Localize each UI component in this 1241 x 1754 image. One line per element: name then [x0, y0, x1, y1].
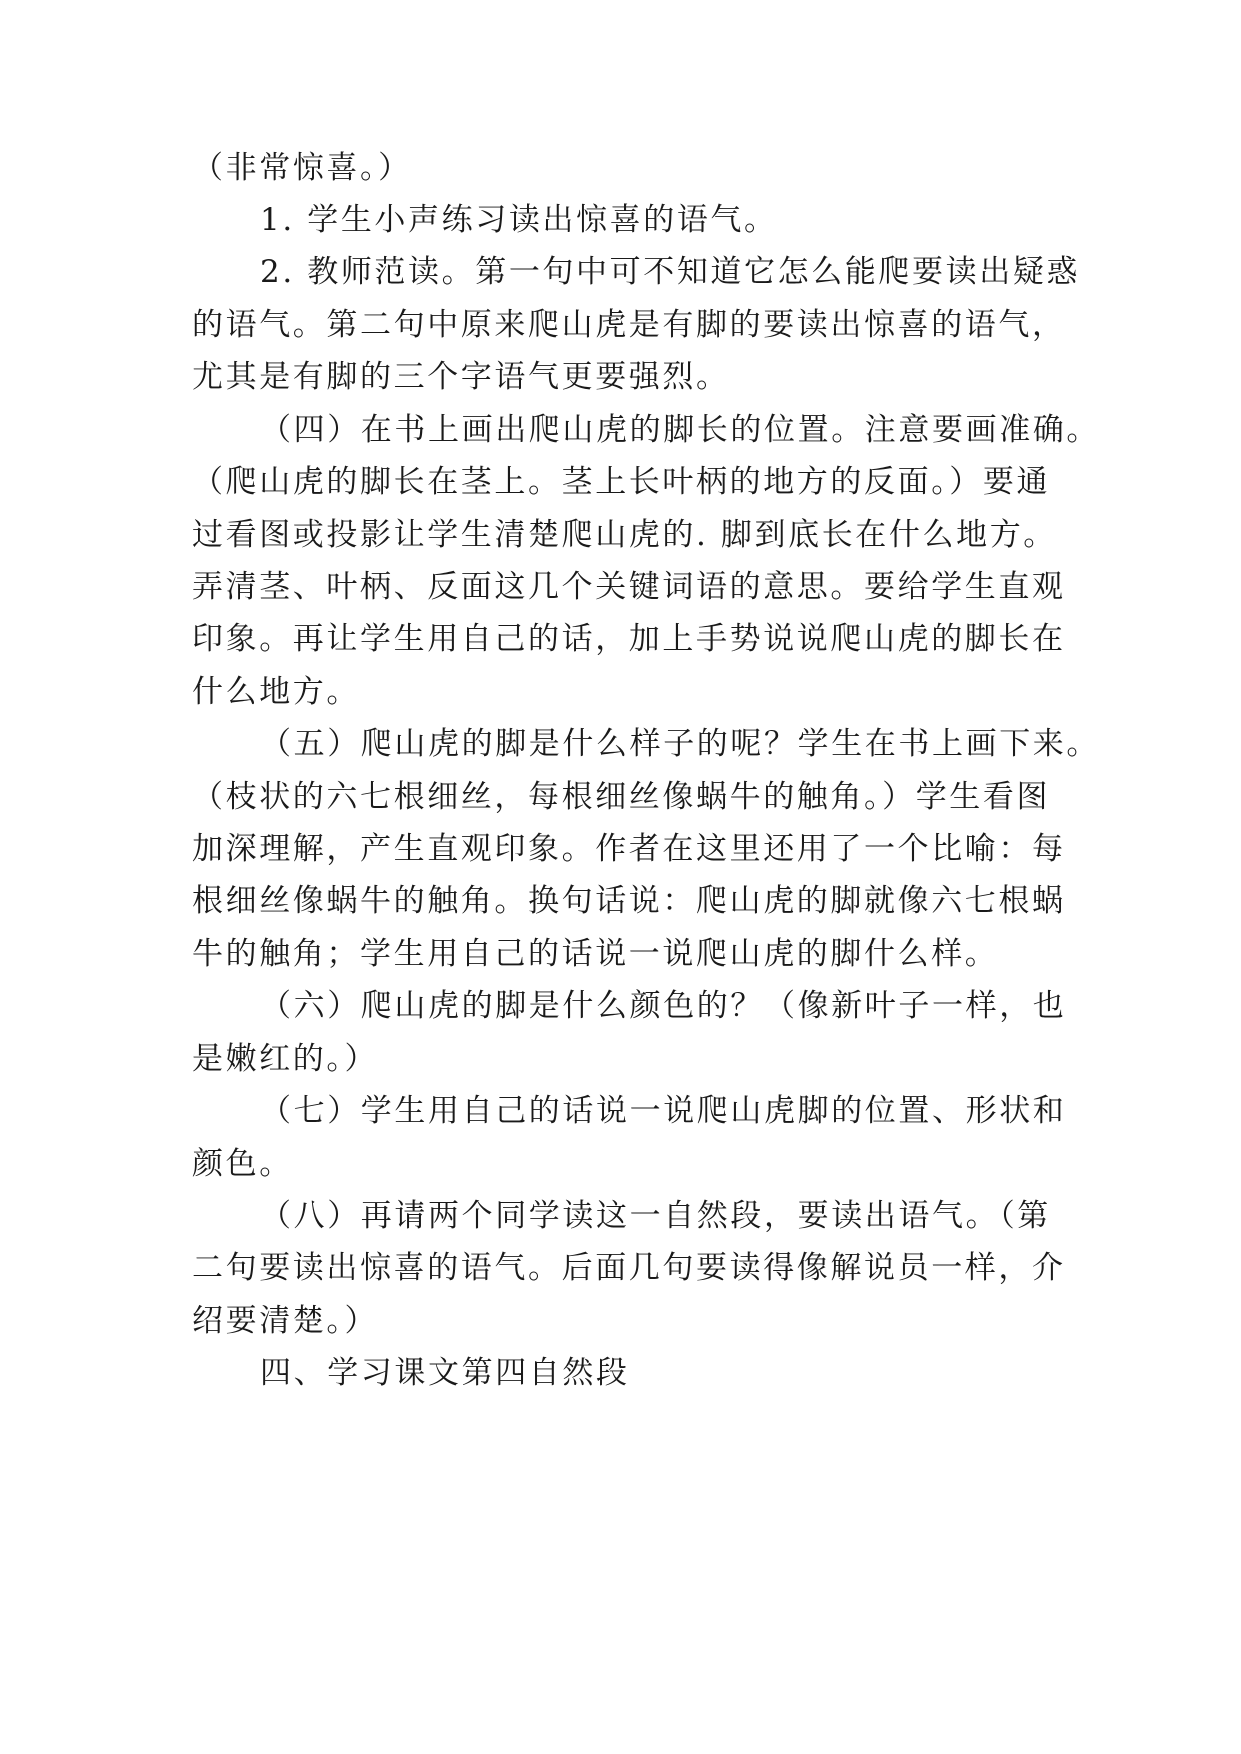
text-line: 弄清茎、叶柄、反面这几个关键词语的意思。要给学生直观	[192, 569, 1066, 605]
text-line: （爬山虎的脚长在茎上。茎上长叶柄的地方的反面。）要通	[192, 464, 1051, 500]
text-line: 牛的触角；学生用自己的话说一说爬山虎的脚什么样。	[192, 936, 999, 972]
text-line: （六）爬山虎的脚是什么颜色的？（像新叶子一样，也	[260, 988, 1067, 1024]
text-line: （五）爬山虎的脚是什么样子的呢？学生在书上画下来。	[260, 726, 1100, 762]
text-line: （枝状的六七根细丝，每根细丝像蜗牛的触角。）学生看图	[192, 779, 1051, 815]
text-line: （八）再请两个同学读这一自然段，要读出语气。（第	[260, 1198, 1051, 1234]
text-line: 的语气。第二句中原来爬山虎是有脚的要读出惊喜的语气，	[192, 307, 1066, 343]
text-line: 印象。再让学生用自己的话，加上手势说说爬山虎的脚长在	[192, 621, 1066, 657]
text-line: （四）在书上画出爬山虎的脚长的位置。注意要画准确。	[260, 412, 1100, 448]
text-line: 2. 教师范读。第一句中可不知道它怎么能爬要读出疑惑	[260, 254, 1081, 290]
text-line: 1. 学生小声练习读出惊喜的语气。	[260, 202, 778, 238]
text-line: 二句要读出惊喜的语气。后面几句要读得像解说员一样，介	[192, 1250, 1066, 1286]
text-line: 绍要清楚。）	[192, 1303, 379, 1339]
text-line: 过看图或投影让学生清楚爬山虎的. 脚到底长在什么地方。	[192, 517, 1057, 553]
section-heading: 四、学习课文第四自然段	[260, 1355, 630, 1391]
text-line: 颜色。	[192, 1146, 293, 1182]
text-line: （非常惊喜。）	[192, 150, 412, 186]
text-line: 尤其是有脚的三个字语气更要强烈。	[192, 359, 730, 395]
text-line: （七）学生用自己的话说一说爬山虎脚的位置、形状和	[260, 1093, 1067, 1129]
text-line: 根细丝像蜗牛的触角。换句话说：爬山虎的脚就像六七根蜗	[192, 883, 1066, 919]
text-line: 什么地方。	[192, 674, 360, 710]
text-line: 是嫩红的。）	[192, 1041, 379, 1077]
text-line: 加深理解，产生直观印象。作者在这里还用了一个比喻：每	[192, 831, 1066, 867]
